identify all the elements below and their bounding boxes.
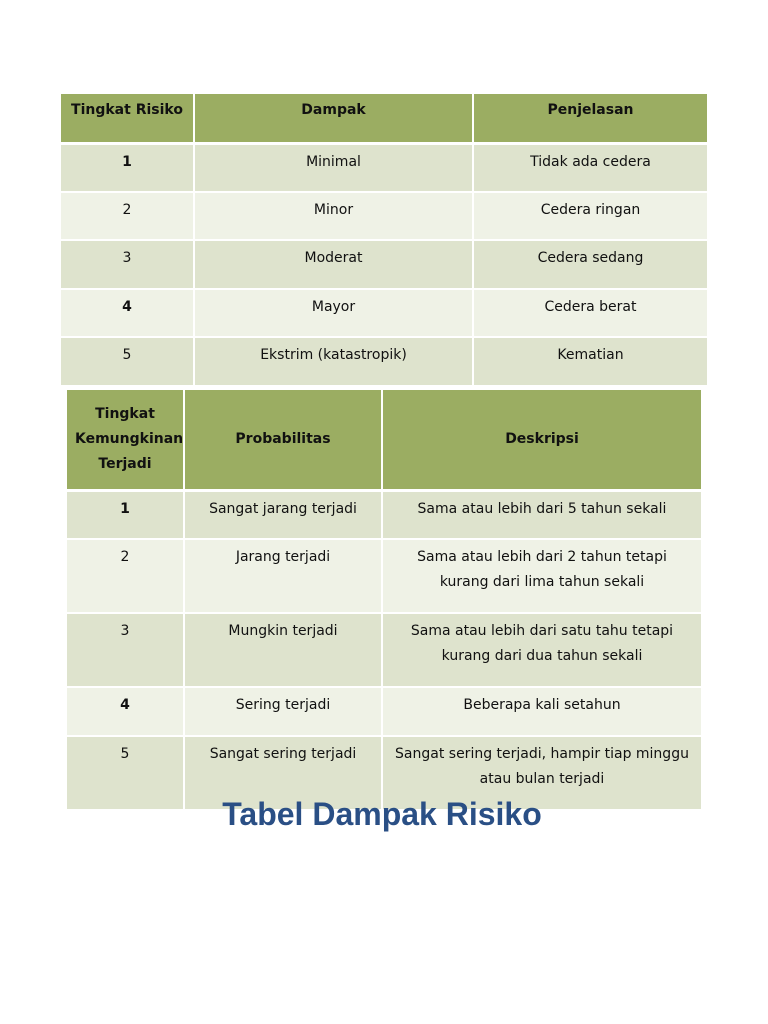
table-row <box>67 687 702 736</box>
table-cell: Mungkin terjadi <box>184 613 382 687</box>
table-header-row <box>61 94 708 143</box>
table-cell: 3 <box>61 240 194 289</box>
table-cell: Sering terjadi <box>184 687 382 736</box>
column-header: Probabilitas <box>184 390 382 490</box>
table-cell: 1 <box>67 490 184 539</box>
column-header: Tingkat Kemungkinan Terjadi <box>67 390 184 490</box>
column-header: Tingkat Risiko <box>61 94 194 143</box>
table-cell: 4 <box>67 687 184 736</box>
table-cell: 5 <box>61 337 194 386</box>
table-cell: Cedera ringan <box>473 192 708 241</box>
table-row <box>61 192 708 241</box>
table-cell: Cedera sedang <box>473 240 708 289</box>
column-header: Penjelasan <box>473 94 708 143</box>
table-cell: Sama atau lebih dari satu tahu tetapi kurang dari dua tahun sekali <box>382 613 702 687</box>
table-cell: Tidak ada cedera <box>473 143 708 192</box>
table-row <box>61 337 708 386</box>
impact-table <box>61 94 709 387</box>
table-cell: Moderat <box>194 240 473 289</box>
table-row <box>67 490 702 539</box>
table-cell: Sangat jarang terjadi <box>184 490 382 539</box>
table-cell: 2 <box>67 539 184 613</box>
table-cell: 1 <box>61 143 194 192</box>
probability-table <box>67 390 703 811</box>
table-header-row <box>67 390 702 490</box>
column-header: Deskripsi <box>382 390 702 490</box>
column-header: Dampak <box>194 94 473 143</box>
table-row <box>61 143 708 192</box>
table-cell: Sama atau lebih dari 5 tahun sekali <box>382 490 702 539</box>
table-cell: 2 <box>61 192 194 241</box>
table-cell: 3 <box>67 613 184 687</box>
table-cell: 4 <box>61 289 194 338</box>
table-cell: Sangat sering terjadi, hampir tiap minggu atau bulan terjadi <box>382 736 702 810</box>
table-cell: Sangat sering terjadi <box>184 736 382 810</box>
table-cell: 5 <box>67 736 184 810</box>
table-caption: Tabel Dampak Risiko <box>222 796 542 832</box>
table-cell: Ekstrim (katastropik) <box>194 337 473 386</box>
table-row <box>61 240 708 289</box>
table-row <box>67 613 702 687</box>
table-cell: Sama atau lebih dari 2 tahun tetapi kurang dari lima tahun sekali <box>382 539 702 613</box>
table-cell: Jarang terjadi <box>184 539 382 613</box>
table-cell: Kematian <box>473 337 708 386</box>
table-cell: Beberapa kali setahun <box>382 687 702 736</box>
table-row <box>61 289 708 338</box>
table-cell: Minor <box>194 192 473 241</box>
table-cell: Cedera berat <box>473 289 708 338</box>
table-row <box>67 539 702 613</box>
table-cell: Minimal <box>194 143 473 192</box>
table-cell: Mayor <box>194 289 473 338</box>
